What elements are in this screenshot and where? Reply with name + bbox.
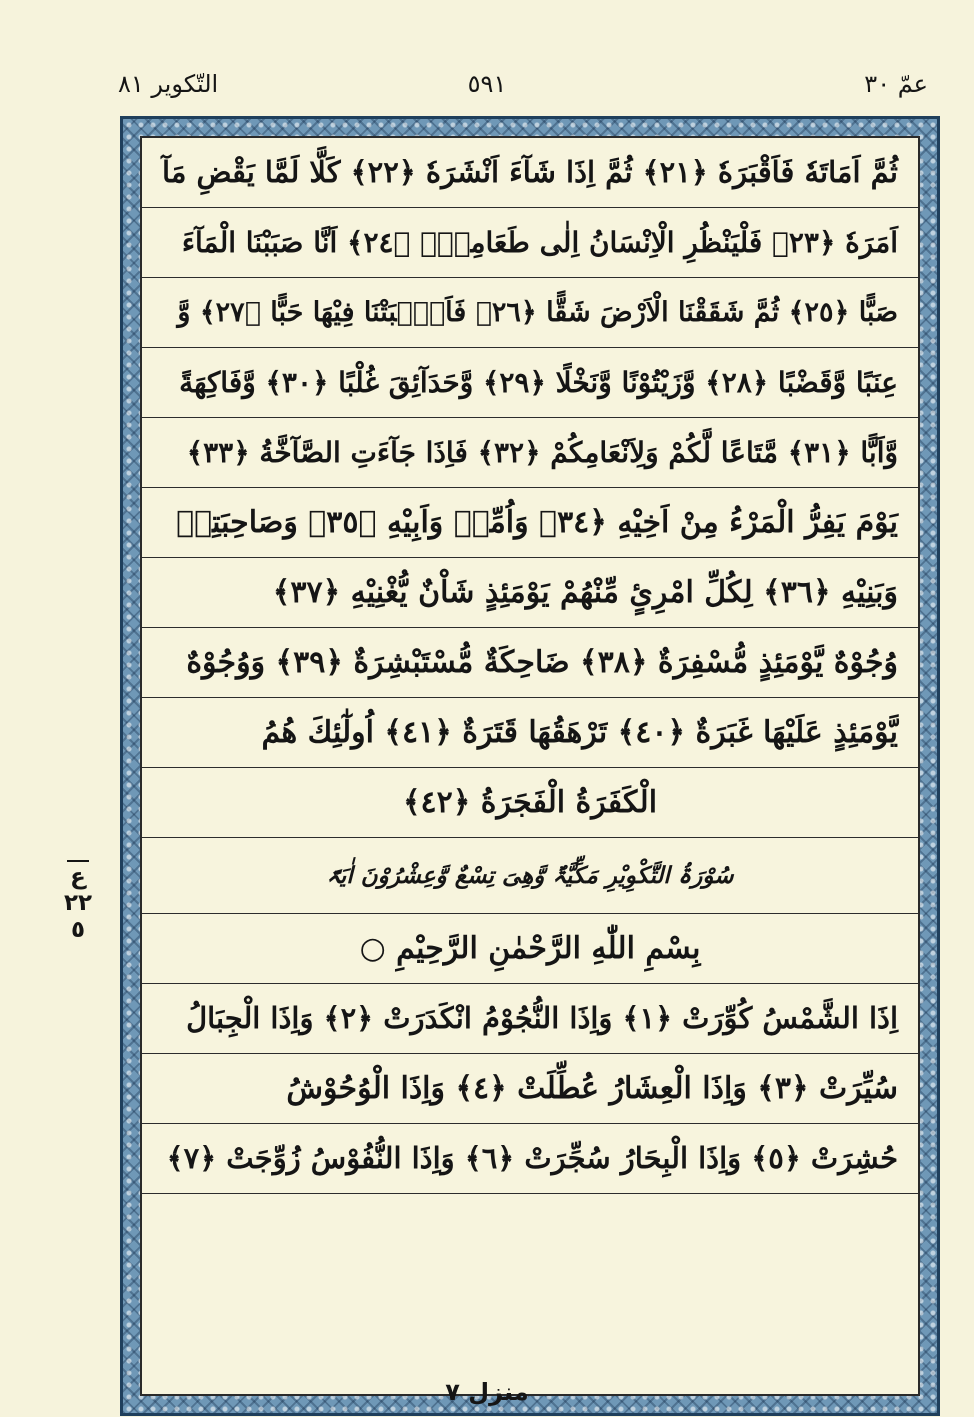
text-line-9: يَّوْمَئِذٍ عَلَيْهَا غَبَرَةٌ ﴿٤٠﴾ تَرْهَقُهَا قَتَرَةٌ ﴿٤١﴾ اُولٰٓئِكَ هُمُ bbox=[142, 698, 918, 768]
text-page bbox=[140, 136, 920, 1396]
ruku-top: ع bbox=[70, 864, 86, 890]
text-line-14: حُشِرَتْ ﴿٥﴾ وَاِذَا الْبِحَارُ سُجِّرَتْ ﴿٦﴾ وَاِذَا النُّفُوْسُ زُوِّجَتْ ﴿٧﴾ bbox=[142, 1124, 918, 1194]
text-line-7: وَبَنِيْهِ ﴿٣٦﴾ لِكُلِّ امْرِئٍ مِّنْهُمْ يَوْمَئِذٍ شَاْنٌ يُّغْنِيْهِ ﴿٣٧﴾ bbox=[142, 558, 918, 628]
text-line-8: وُجُوْهٌ يَّوْمَئِذٍ مُّسْفِرَةٌ ﴿٣٨﴾ ضَاحِكَةٌ مُّسْتَبْشِرَةٌ ﴿٣٩﴾ وَوُجُوْهٌ bbox=[142, 628, 918, 698]
decorative-border bbox=[120, 116, 940, 1416]
text-line-13: سُيِّرَتْ ﴿٣﴾ وَاِذَا الْعِشَارُ عُطِّلَتْ ﴿٤﴾ وَاِذَا الْوُحُوْشُ bbox=[142, 1054, 918, 1124]
page-number: ٥٩١ bbox=[467, 70, 507, 98]
bismillah-line: بِسْمِ اللّٰهِ الرَّحْمٰنِ الرَّحِيْمِ ○ bbox=[142, 914, 918, 984]
text-line-2: اَمَرَهٗ ﴿٢٣﴾ فَلْيَنْظُرِ الْاِنْسَانُ اِلٰى طَعَامِهٖٓ ﴿٢٤﴾ اَنَّا صَبَبْنَا الْمَآءَ bbox=[142, 208, 918, 278]
text-line-12: اِذَا الشَّمْسُ كُوِّرَتْ ﴿١﴾ وَاِذَا النُّجُوْمُ انْكَدَرَتْ ﴿٢﴾ وَاِذَا الْجِبَالُ bbox=[142, 984, 918, 1054]
text-line-1: ثُمَّ اَمَاتَهٗ فَاَقْبَرَهٗ ﴿٢١﴾ ثُمَّ اِذَا شَآءَ اَنْشَرَهٗ ﴿٢٢﴾ كَلَّا لَمَّا يَقْضِ مَآ bbox=[142, 138, 918, 208]
text-line-3: صَبًّا ﴿٢٥﴾ ثُمَّ شَقَقْنَا الْاَرْضَ شَقًّا ﴿٢٦﴾ فَاَنْۢبَتْنَا فِيْهَا حَبًّا ﴿٢٧﴾ وَّ bbox=[142, 278, 918, 348]
page-header bbox=[0, 70, 974, 110]
ruku-line bbox=[67, 860, 89, 862]
surah-label: التّکویر ٨١ bbox=[118, 70, 219, 98]
manzil-footer: منزل ٧ bbox=[445, 1378, 529, 1406]
ruku-bottom: ٥ bbox=[70, 916, 86, 943]
text-line-4: عِنَبًا وَّقَضْبًا ﴿٢٨﴾ وَّزَيْتُوْنًا وَّنَخْلًا ﴿٢٩﴾ وَّحَدَآئِقَ غُلْبًا ﴿٣٠﴾ وَّفَاكِهَةً bbox=[142, 348, 918, 418]
ruku-mid: ٢٢ bbox=[63, 890, 93, 917]
text-line-6: يَوْمَ يَفِرُّ الْمَرْءُ مِنْ اَخِيْهِ ﴿٣٤﴾ وَاُمِّهٖ وَاَبِيْهِ ﴿٣٥﴾ وَصَاحِبَتِهٖ bbox=[142, 488, 918, 558]
text-line-10: الْكَفَرَةُ الْفَجَرَةُ ﴿٤٢﴾ bbox=[142, 768, 918, 838]
text-line-5: وَّاَبًّا ﴿٣١﴾ مَّتَاعًا لَّكُمْ وَلِاَنْعَامِكُمْ ﴿٣٢﴾ فَاِذَا جَآءَتِ الصَّآخَّةُ ﴿٣٣﴾ bbox=[142, 418, 918, 488]
juz-label: عمّ ٣٠ bbox=[864, 70, 928, 98]
ruku-marker bbox=[58, 858, 98, 943]
surah-heading: سُوْرَۃُ التَّکْوِیْرِ مَکِّیَّۃٌ وَّھِیَ تِسْعٌ وَّعِشْرُوْنَ اٰیَۃً bbox=[142, 838, 918, 914]
